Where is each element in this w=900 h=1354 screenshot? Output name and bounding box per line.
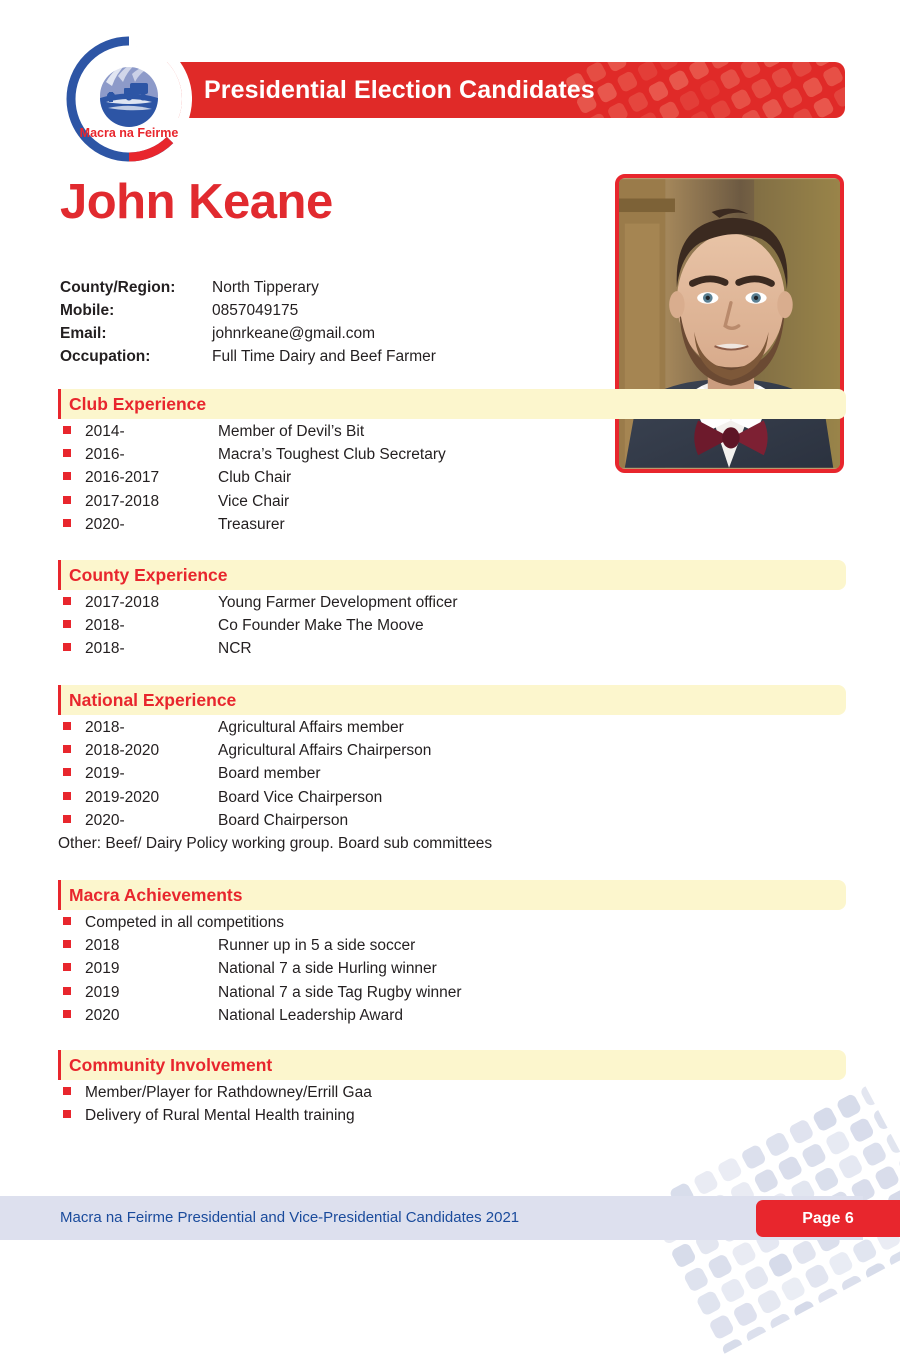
bullet-icon <box>63 963 71 971</box>
section-title: Macra Achievements <box>69 885 243 905</box>
contact-label: Occupation: <box>60 348 151 365</box>
bullet-icon <box>63 1110 71 1118</box>
list-item <box>58 591 846 614</box>
list-item <box>58 786 846 809</box>
contact-row <box>60 299 600 322</box>
contact-value: 0857049175 <box>212 302 299 319</box>
bullet-icon <box>63 987 71 995</box>
item-year: 2016-2017 <box>85 469 160 487</box>
item-text: Treasurer <box>218 515 285 533</box>
item-year: 2014- <box>85 423 125 440</box>
item-text: Agricultural Affairs Chairperson <box>218 742 432 760</box>
section-title: Community Involvement <box>69 1055 273 1075</box>
item-year: 2017-2018 <box>85 594 160 611</box>
footer-text: Macra na Feirme Presidential and Vice-Presidential Candidates 2021 <box>60 1209 520 1226</box>
item-year: 2020 <box>85 1006 120 1024</box>
item-year: 2016- <box>85 446 125 464</box>
item-text: Board member <box>218 765 321 783</box>
item-text: Club Chair <box>218 469 292 487</box>
item-text: Young Farmer Development officer <box>218 594 458 611</box>
list-item <box>58 420 846 443</box>
list-item <box>58 1004 846 1027</box>
candidate-name: John Keane <box>60 175 333 229</box>
section-community-involvement <box>58 1050 846 1127</box>
item-text: Co Founder Make The Moove <box>218 617 424 635</box>
item-year: 2020- <box>85 515 125 533</box>
list-item <box>58 934 846 957</box>
section-county-experience <box>58 560 846 661</box>
item-text: National 7 a side Hurling winner <box>218 960 437 978</box>
contact-label: Email: <box>60 325 107 342</box>
item-year: 2019-2020 <box>85 788 160 806</box>
section-title: County Experience <box>69 565 228 585</box>
item-text: National 7 a side Tag Rugby winner <box>218 983 462 1001</box>
svg-text:Macra na Feirme: Macra na Feirme <box>79 126 179 140</box>
section-macra-achievements <box>58 880 846 1027</box>
section-items <box>58 911 846 1027</box>
bullet-icon <box>63 620 71 628</box>
section-items <box>58 591 846 661</box>
bullet-icon <box>63 917 71 925</box>
list-item <box>58 762 846 785</box>
bullet-icon <box>63 815 71 823</box>
item-year: 2018 <box>85 937 120 955</box>
contact-row <box>60 276 600 299</box>
item-text: Vice Chair <box>218 492 290 510</box>
section-header-bar <box>58 560 846 590</box>
contact-value: North Tipperary <box>212 279 319 296</box>
item-text: National Leadership Award <box>218 1006 403 1024</box>
list-item <box>58 739 846 762</box>
list-item <box>58 443 846 466</box>
item-text: NCR <box>218 640 252 658</box>
list-item <box>58 614 846 637</box>
bullet-icon <box>63 472 71 480</box>
bullet-icon <box>63 792 71 800</box>
list-item <box>58 1104 846 1127</box>
item-year: 2019 <box>85 960 120 978</box>
list-item <box>58 911 846 934</box>
section-items <box>58 716 846 855</box>
item-text: Delivery of Rural Mental Health training <box>85 1107 355 1125</box>
macra-na-feirme-logo <box>66 36 192 162</box>
list-item <box>58 809 846 832</box>
contact-details <box>60 276 600 368</box>
section-header-bar <box>58 685 846 715</box>
list-item <box>58 637 846 660</box>
bullet-icon <box>63 426 71 434</box>
item-year: 2018- <box>85 617 125 635</box>
bullet-icon <box>63 722 71 730</box>
header-title-bar <box>128 62 845 118</box>
section-national-experience <box>58 685 846 855</box>
section-club-experience <box>58 389 846 536</box>
list-item <box>58 1081 846 1104</box>
item-text: Agricultural Affairs member <box>218 719 404 736</box>
list-item <box>58 957 846 980</box>
item-year: 2018- <box>85 719 125 736</box>
bullet-icon <box>63 745 71 753</box>
section-header-bar <box>58 1050 846 1080</box>
item-year: 2019- <box>85 765 125 783</box>
contact-value[interactable]: johnrkeane@gmail.com <box>212 325 376 342</box>
item-year: 2019 <box>85 983 120 1001</box>
list-item <box>58 490 846 513</box>
section-header-bar <box>58 880 846 910</box>
page-header <box>0 0 900 170</box>
item-year: 2018-2020 <box>85 742 160 760</box>
page-title: Presidential Election Candidates <box>204 76 595 104</box>
item-text: Member/Player for Rathdowney/Errill Gaa <box>85 1084 372 1101</box>
bullet-icon <box>63 940 71 948</box>
item-year: 2020- <box>85 811 125 829</box>
contact-label: County/Region: <box>60 279 176 296</box>
list-item <box>58 466 846 489</box>
item-year: 2018- <box>85 640 125 658</box>
section-items <box>58 1081 846 1127</box>
list-item <box>58 716 846 739</box>
contact-value: Full Time Dairy and Beef Farmer <box>212 348 436 365</box>
item-text: Macra’s Toughest Club Secretary <box>218 446 446 464</box>
bullet-icon <box>63 449 71 457</box>
item-text: Board Chairperson <box>218 811 349 829</box>
list-item <box>58 513 846 536</box>
section-title: National Experience <box>69 690 237 710</box>
item-text: Member of Devil’s Bit <box>218 423 365 440</box>
list-item <box>58 981 846 1004</box>
bullet-icon <box>63 597 71 605</box>
item-text: Board Vice Chairperson <box>218 788 383 806</box>
bullet-icon <box>63 768 71 776</box>
contact-row <box>60 322 600 345</box>
bullet-icon <box>63 519 71 527</box>
item-text: Runner up in 5 a side soccer <box>218 937 416 955</box>
item-year: 2017-2018 <box>85 492 160 510</box>
header-dot-pattern <box>564 62 845 118</box>
section-header-bar <box>58 389 846 419</box>
bullet-icon <box>63 496 71 504</box>
contact-label: Mobile: <box>60 302 115 319</box>
bullet-icon <box>63 643 71 651</box>
item-text: Competed in all competitions <box>85 914 285 931</box>
bullet-icon <box>63 1010 71 1018</box>
section-note: Other: Beef/ Dairy Policy working group. Board sub committees <box>58 835 493 853</box>
page-number-badge: Page 6 <box>756 1200 900 1237</box>
contact-row <box>60 345 600 368</box>
bullet-icon <box>63 1087 71 1095</box>
section-items <box>58 420 846 536</box>
section-title: Club Experience <box>69 394 207 414</box>
